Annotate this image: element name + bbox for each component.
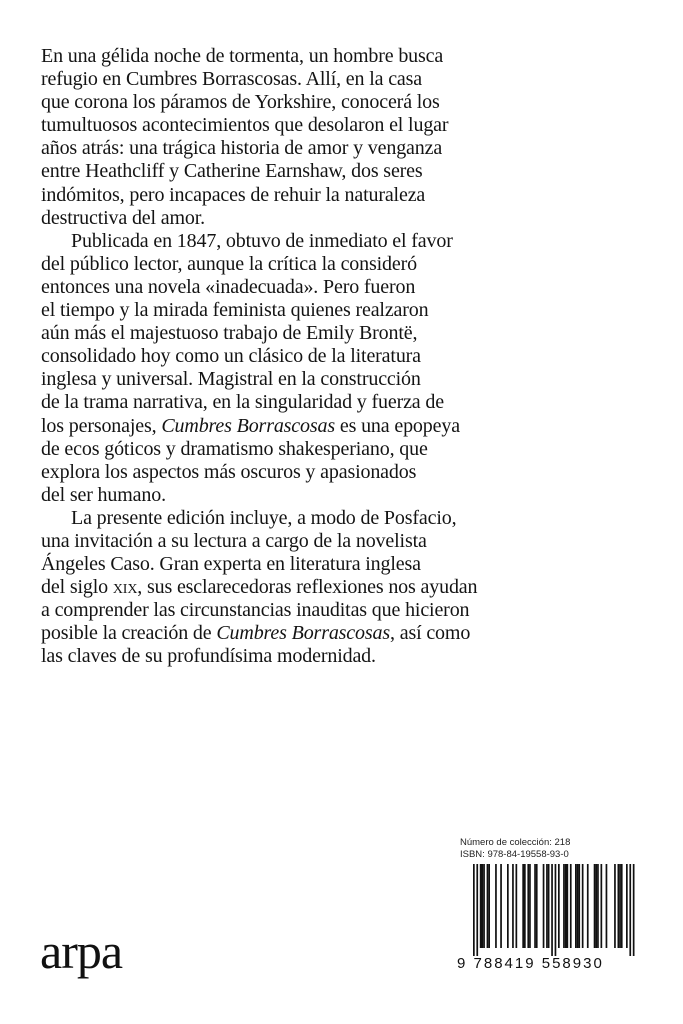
- barcode-bar: [618, 864, 620, 948]
- barcode-bar: [597, 864, 599, 948]
- book-title: Cumbres Borrascosas: [216, 622, 391, 645]
- text-line: las claves de su profundísima modernidad.: [41, 645, 376, 668]
- barcode-bar: [575, 864, 577, 948]
- century-numeral: xix: [112, 576, 138, 599]
- text-line: consolidado hoy como un clásico de la literatura: [41, 345, 421, 368]
- barcode-bar: [483, 864, 485, 948]
- text-line: el tiempo y la mirada feminista quienes realzaron: [41, 299, 429, 322]
- barcode-bar: [606, 864, 608, 948]
- barcode-bar: [633, 864, 635, 956]
- barcode-bar: [594, 864, 596, 948]
- barcode-bar: [495, 864, 497, 948]
- text-line: tumultuosos acontecimientos que desolaron el lugar: [41, 114, 449, 137]
- text-line: [41, 576, 621, 599]
- barcode-bar: [629, 864, 631, 956]
- text-line: del público lector, aunque la crítica la consideró: [41, 252, 417, 275]
- barcode-bar: [626, 864, 628, 948]
- text-fragment: , así como: [390, 622, 471, 645]
- barcode-bar: [548, 864, 550, 948]
- text-line: La presente edición incluye, a modo de Posfacio,: [71, 506, 457, 529]
- barcode-bar: [587, 864, 589, 948]
- barcode-bar: [534, 864, 536, 948]
- text-line: a comprender las circunstancias inauditas que hicieron: [41, 599, 470, 622]
- barcode-bar: [536, 864, 538, 948]
- barcode-bar: [558, 864, 560, 948]
- barcode-bar: [621, 864, 623, 948]
- text-line: indómitos, pero incapaces de rehuir la naturaleza: [41, 183, 426, 206]
- text-line: [41, 622, 621, 645]
- isbn-barcode-block: [455, 837, 643, 972]
- text-line: de ecos góticos y dramatismo shakesperiano, que: [41, 437, 428, 460]
- barcode-bar: [565, 864, 567, 948]
- barcode-bar: [482, 864, 484, 948]
- barcode-bar: [543, 864, 545, 948]
- text-line: Publicada en 1847, obtuvo de inmediato el favor: [71, 229, 453, 252]
- barcode-bar: [516, 864, 518, 948]
- text-line: En una gélida noche de tormenta, un hombre busca: [41, 45, 444, 67]
- barcode-bar: [529, 864, 531, 948]
- barcode-bar: [500, 864, 502, 948]
- barcode-bar: [601, 864, 603, 948]
- barcode-bar: [476, 864, 478, 956]
- publisher-logo: arpa: [40, 923, 123, 979]
- isbn-text: ISBN: 978-84-19558-93-0: [460, 849, 569, 860]
- barcode-bar: [522, 864, 524, 948]
- barcode-bar: [473, 864, 475, 956]
- barcode-bar: [512, 864, 514, 948]
- text-line: Ángeles Caso. Gran experta en literatura inglesa: [41, 553, 421, 576]
- barcode-bar: [595, 864, 597, 948]
- barcode-bar: [614, 864, 616, 948]
- barcode: [455, 864, 639, 956]
- barcode-bar: [563, 864, 565, 948]
- text-fragment: es una epopeya: [335, 414, 460, 437]
- text-line: refugio en Cumbres Borrascosas. Allí, en la casa: [41, 68, 423, 91]
- text-line: aún más el majestuoso trabajo de Emily Brontë,: [41, 322, 418, 345]
- barcode-bar: [527, 864, 529, 948]
- text-line: entonces una novela «inadecuada». Pero fueron: [41, 275, 416, 298]
- book-title: Cumbres Borrascosas: [161, 414, 336, 437]
- text-line: de la trama narrativa, en la singularidad y fuerza de: [41, 391, 444, 414]
- text-line: que corona los páramos de Yorkshire, conocerá los: [41, 91, 440, 114]
- blurb-paragraph-1: [41, 45, 621, 230]
- barcode-bar: [555, 864, 557, 956]
- barcode-bar: [577, 864, 579, 948]
- text-line: destructiva del amor.: [41, 206, 206, 229]
- barcode-bar: [480, 864, 482, 948]
- text-line: del ser humano.: [41, 483, 166, 506]
- collection-number: Número de colección: 218: [460, 837, 571, 848]
- text-fragment: , sus esclarecedoras reflexiones nos ayudan: [137, 576, 478, 599]
- back-cover-blurb: [41, 45, 621, 669]
- barcode-bar: [488, 864, 490, 948]
- barcode-bar: [524, 864, 526, 948]
- text-line: explora los aspectos más oscuros y apasionados: [41, 460, 417, 483]
- text-fragment: del siglo: [41, 576, 113, 599]
- barcode-bar: [619, 864, 621, 948]
- barcode-bar: [582, 864, 584, 948]
- barcode-bar: [570, 864, 572, 948]
- text-line: [41, 415, 621, 438]
- barcode-bar: [546, 864, 548, 948]
- text-line: una invitación a su lectura a cargo de la novelista: [41, 529, 427, 552]
- barcode-bar: [578, 864, 580, 948]
- blurb-paragraph-2: [41, 230, 621, 507]
- text-fragment: los personajes,: [41, 414, 162, 437]
- text-fragment: posible la creación de: [41, 622, 217, 645]
- barcode-bar: [487, 864, 489, 948]
- text-line: inglesa y universal. Magistral en la construcción: [41, 368, 421, 391]
- barcode-bar: [567, 864, 569, 948]
- barcode-digits: 9 788419 558930: [457, 955, 604, 972]
- barcode-bar: [507, 864, 509, 948]
- blurb-paragraph-3: [41, 507, 621, 669]
- text-line: años atrás: una trágica historia de amor y venganza: [41, 137, 443, 160]
- text-line: entre Heathcliff y Catherine Earnshaw, dos seres: [41, 160, 423, 183]
- barcode-bar: [551, 864, 553, 956]
